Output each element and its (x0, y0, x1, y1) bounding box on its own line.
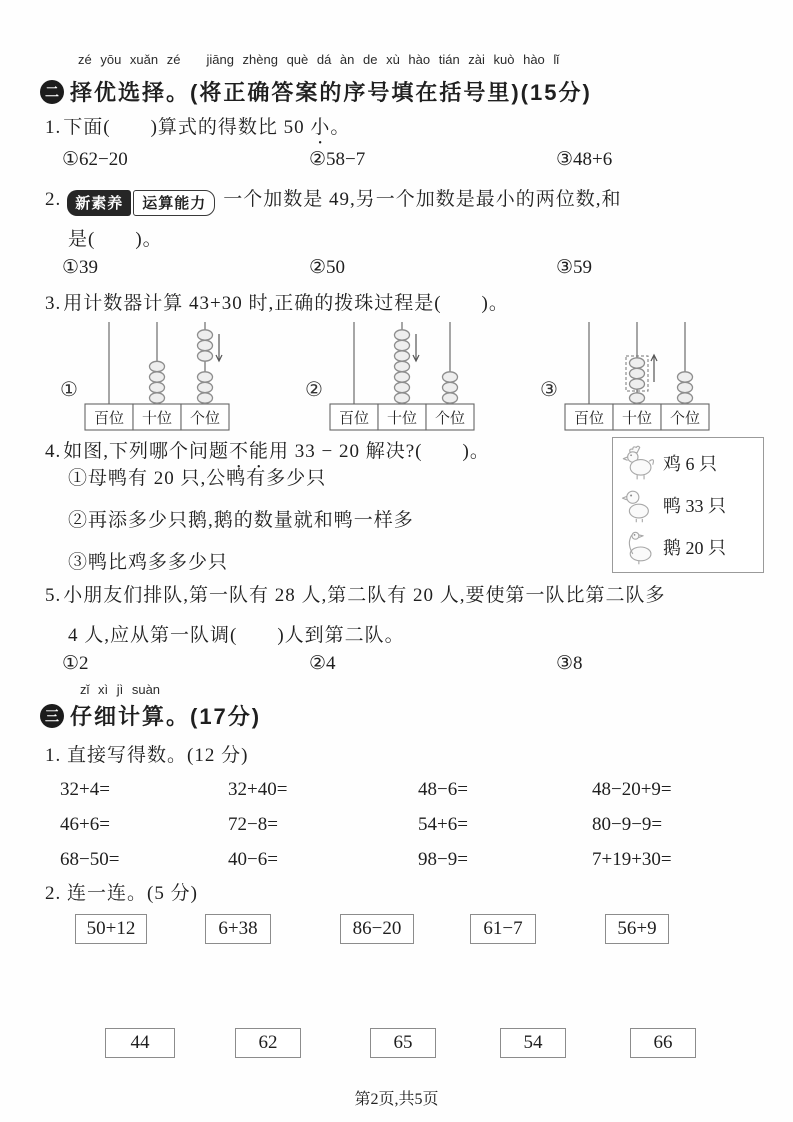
counter-option-1 (60, 316, 232, 432)
question-5-line2 (68, 620, 405, 647)
question-text: 2. 连一连。(5 分) (45, 883, 198, 904)
section2-header (40, 76, 592, 107)
counter-circled-number: ② (305, 378, 323, 401)
calc-expression: 68−50= (60, 849, 120, 870)
question-2 (45, 184, 622, 216)
question-5-options (62, 652, 793, 675)
abacus-bead (394, 382, 409, 392)
connect-answer-box: 66 (630, 1028, 696, 1058)
place-label: 百位 (338, 411, 369, 427)
calc-expression: 40−6= (228, 849, 278, 870)
question-1-options (62, 148, 793, 171)
legend-label: 鸭 33 只 (663, 496, 726, 516)
question-text: 小朋友们排队,第一队有 28 人,第二队有 20 人,要使第一队比第二队多 (63, 585, 666, 606)
option: ①39 (62, 257, 99, 278)
question-text: 一个加数是 49,另一个加数是最小的两位数,和 (223, 189, 622, 210)
question-text-emphasis: 不能 (229, 441, 270, 462)
connect-expression-box: 6+38 (205, 914, 271, 944)
section3-header (40, 700, 261, 731)
connect-expression-box: 86−20 (340, 914, 414, 944)
option: ②50 (309, 257, 346, 278)
calc-expression: 48−20+9= (592, 779, 672, 800)
legend-label: 鸡 6 只 (663, 454, 717, 474)
counter-circled-number: ① (60, 378, 78, 401)
abacus-bead (149, 382, 164, 392)
abacus-bead (442, 393, 457, 403)
place-label: 个位 (669, 411, 700, 427)
chicken-icon (619, 444, 657, 482)
connect-answer-box: 65 (370, 1028, 436, 1058)
calc-expression: 32+4= (60, 779, 110, 800)
option: ①2 (62, 653, 89, 674)
abacus-bead (677, 393, 692, 403)
calc-expression: 46+6= (60, 814, 110, 835)
question-number: 5. (45, 585, 62, 606)
connect-expression-box: 61−7 (470, 914, 536, 944)
abacus-action-bead (394, 330, 409, 340)
option: ②58−7 (309, 149, 366, 170)
question-text: 是( )。 (68, 229, 163, 250)
abacus-bead (197, 372, 212, 382)
section2-title: 择优选择。(将正确答案的序号填在括号里)(15分) (70, 80, 592, 105)
abacus-bead (442, 382, 457, 392)
sub-question-2-label (45, 878, 198, 905)
connect-expression-box: 50+12 (75, 914, 147, 944)
option: ②4 (309, 653, 336, 674)
legend-row (619, 486, 757, 524)
abacus-action-bead (629, 358, 644, 368)
pinyin-text: jiāng zhèng què dá àn de xù hào tián zài kuò hào lǐ (206, 52, 560, 67)
sub-question-1-label (45, 740, 248, 767)
option: ①母鸭有 20 只,公鸭有多少只 (68, 468, 327, 489)
abacus-bead (677, 382, 692, 392)
abacus-bead (149, 361, 164, 371)
animal-count-legend (612, 437, 764, 573)
question-number: 1. (45, 117, 62, 138)
option: ②再添多少只鹅,鹅的数量就和鸭一样多 (68, 510, 414, 531)
question-2-options (62, 256, 793, 279)
section-number-icon: 三 (40, 704, 64, 728)
abacus-bead (394, 361, 409, 371)
option: ③59 (556, 257, 593, 278)
abacus-bead (394, 393, 409, 403)
legend-label: 鹅 20 只 (663, 538, 726, 558)
section3-pinyin (80, 682, 160, 697)
question-text: 用 33 − 20 解决?( )。 (269, 441, 490, 462)
badge-group (67, 190, 215, 216)
abacus-bead (149, 393, 164, 403)
place-label: 十位 (141, 411, 172, 427)
new-literacy-badge: 新素养 (67, 190, 131, 216)
option: ①62−20 (62, 149, 128, 170)
abacus-bead (394, 372, 409, 382)
legend-row (619, 444, 757, 482)
abacus-bead (149, 372, 164, 382)
abacus-action-bead (197, 340, 212, 350)
connect-answer-box: 54 (500, 1028, 566, 1058)
calc-expression: 7+19+30= (592, 849, 672, 870)
calculation-grid (60, 772, 672, 877)
abacus-bead (629, 393, 644, 403)
abacus-action-bead (394, 340, 409, 350)
place-label: 百位 (93, 411, 124, 427)
calc-expression: 32+40= (228, 779, 288, 800)
question-text: 。 (330, 117, 351, 138)
place-label: 十位 (621, 411, 652, 427)
connect-answer-box: 44 (105, 1028, 175, 1058)
abacus-action-bead (197, 330, 212, 340)
question-text: 1. 直接写得数。(12 分) (45, 745, 249, 766)
question-1 (45, 112, 350, 149)
abacus-counter-diagram (82, 316, 232, 432)
question-text: 用计数器计算 43+30 时,正确的拨珠过程是( )。 (63, 293, 509, 314)
goose-icon (619, 528, 657, 566)
place-label: 十位 (386, 411, 417, 427)
question-5 (45, 580, 666, 607)
page-number: 第2页,共5页 (354, 1091, 439, 1108)
option: ③鸭比鸡多多少只 (68, 552, 229, 573)
abacus-bead (197, 393, 212, 403)
abacus-action-bead (394, 351, 409, 361)
question-number: 2. (45, 189, 62, 210)
abacus-action-bead (197, 351, 212, 361)
pinyin-text: zǐ xì jì suàn (80, 682, 161, 697)
question-2-line2 (68, 224, 163, 251)
abacus-bead (197, 382, 212, 392)
counter-option-2 (305, 316, 477, 432)
pinyin-text: zé yōu xuǎn zé (78, 52, 181, 67)
legend-row (619, 528, 757, 566)
connect-expression-box: 56+9 (605, 914, 669, 944)
counter-option-3 (540, 316, 712, 432)
abacus-bead (677, 372, 692, 382)
question-text: 下面( )算式的得数比 50 (63, 117, 311, 138)
place-label: 个位 (189, 411, 220, 427)
counter-circled-number: ③ (540, 378, 558, 401)
question-text: 如图,下列哪个问题 (63, 441, 230, 462)
section3-title: 仔细计算。(17分) (70, 704, 262, 729)
computation-skill-badge: 运算能力 (133, 190, 215, 216)
option: ③48+6 (556, 149, 613, 170)
connect-answer-box: 62 (235, 1028, 301, 1058)
calc-expression: 48−6= (418, 779, 468, 800)
calc-expression: 54+6= (418, 814, 468, 835)
place-label: 个位 (434, 411, 465, 427)
section2-pinyin (78, 52, 559, 67)
abacus-action-bead (629, 368, 644, 378)
calc-expression: 80−9−9= (592, 814, 663, 835)
question-text-emphasis: 小 (310, 117, 331, 138)
abacus-action-bead (629, 379, 644, 389)
calc-expression: 98−9= (418, 849, 468, 870)
duck-icon (619, 486, 657, 524)
abacus-counter-diagram (327, 316, 477, 432)
question-3 (45, 288, 509, 315)
abacus-bead (442, 372, 457, 382)
option: ③8 (556, 653, 583, 674)
abacus-counter-diagram (562, 316, 712, 432)
calc-expression: 72−8= (228, 814, 278, 835)
question-number: 4. (45, 441, 62, 462)
section-number-icon: 二 (40, 80, 64, 104)
place-label: 百位 (573, 411, 604, 427)
question-4-items (68, 458, 608, 584)
question-number: 3. (45, 293, 62, 314)
question-text: 4 人,应从第一队调( )人到第二队。 (68, 625, 405, 646)
